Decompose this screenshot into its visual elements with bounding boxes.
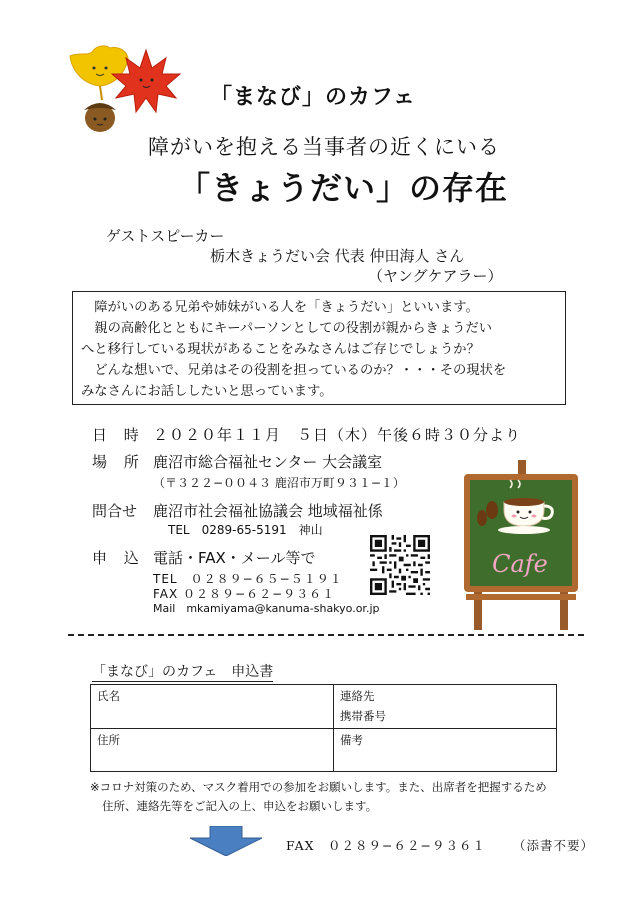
ginkgo-leaf-icon <box>70 46 128 100</box>
name-field[interactable] <box>91 685 334 729</box>
name-label: 氏名 <box>97 689 120 703</box>
place-label: 場 所 <box>92 453 145 471</box>
remarks-field[interactable] <box>334 729 557 772</box>
mobile-label: 携帯番号 <box>340 709 386 723</box>
contact-tel: TEL 0289-65-5191 神山 <box>168 523 323 537</box>
speaker-name: 栃木きょうだい会 代表 仲田海人 さん <box>210 247 465 265</box>
covid-note-line2: 住所、連絡先等をご記入の上、申込をお願いします。 <box>102 799 378 813</box>
intro-line: 障がいのある兄弟や姉妹がいる人を「きょうだい」といいます。 <box>94 300 479 315</box>
form-title: 「まなび」のカフェ 申込書 <box>92 664 274 680</box>
address-field[interactable] <box>91 729 334 772</box>
fax-note: （添書不要） <box>512 838 594 853</box>
fax-number: FAX ０２８９−６２−９３６１ <box>286 838 486 853</box>
down-arrow-icon <box>188 826 264 856</box>
acorn-icon <box>84 103 116 132</box>
intro-line: みなさんにお話ししたいと思っています。 <box>81 384 333 399</box>
autumn-leaves-illustration <box>66 42 184 138</box>
contact-label: 連絡先 <box>340 689 375 703</box>
place-value: 鹿沼市総合福祉センター 大会議室 <box>153 453 383 471</box>
qr-code[interactable] <box>370 535 430 595</box>
apply-mail: Mail mkamiyama@kanuma-shakyo.or.jp <box>153 602 380 615</box>
event-title-small: 「まなび」のカフェ <box>210 85 416 110</box>
apply-label: 申 込 <box>92 549 145 567</box>
date-label: 日 時 <box>92 426 145 444</box>
event-title-main: 「きょうだい」の存在 <box>178 169 509 207</box>
contact-field[interactable] <box>334 685 557 729</box>
cut-line-divider <box>68 634 584 636</box>
contact-value: 鹿沼市社会福祉協議会 地域福祉係 <box>153 502 383 520</box>
apply-value: 電話・FAX・メール等で <box>153 549 316 567</box>
address-label: 住所 <box>97 733 120 747</box>
intro-line: へと移行している現状があることをみなさんはご存じでしょうか？ <box>81 342 480 357</box>
place-address: （〒３２２−００４３ 鹿沼市万町９３１−１） <box>153 476 405 490</box>
intro-text-box <box>72 291 566 405</box>
cafe-sign-text: Cafe <box>492 550 548 578</box>
remarks-label: 備考 <box>340 733 363 747</box>
date-value: ２０２０年１１月 ５日（木）午後６時３０分より <box>153 426 522 444</box>
speaker-label: ゲストスピーカー <box>106 227 225 245</box>
fax-destination <box>286 836 594 854</box>
event-subtitle: 障がいを抱える当事者の近くにいる <box>148 135 500 159</box>
intro-line: どんな想いで、兄弟はその役割を担っているのか？・・・その現状を <box>94 363 507 378</box>
intro-line: 親の高齢化とともにキーパーソンとしての役割が親からきょうだい <box>94 321 493 336</box>
apply-tel: TEL ０２８９−６５−５１９１ <box>153 572 343 586</box>
covid-note-line1: ※コロナ対策のため、マスク着用での参加をお願いします。また、出席者を把握するため <box>90 780 547 794</box>
application-form-table <box>90 684 557 772</box>
cafe-sign-illustration <box>460 456 582 636</box>
contact-label: 問合せ <box>92 502 138 520</box>
speaker-role: （ヤングケアラー） <box>368 267 503 285</box>
apply-fax: FAX ０２８９−６２−９３６１ <box>153 587 336 601</box>
